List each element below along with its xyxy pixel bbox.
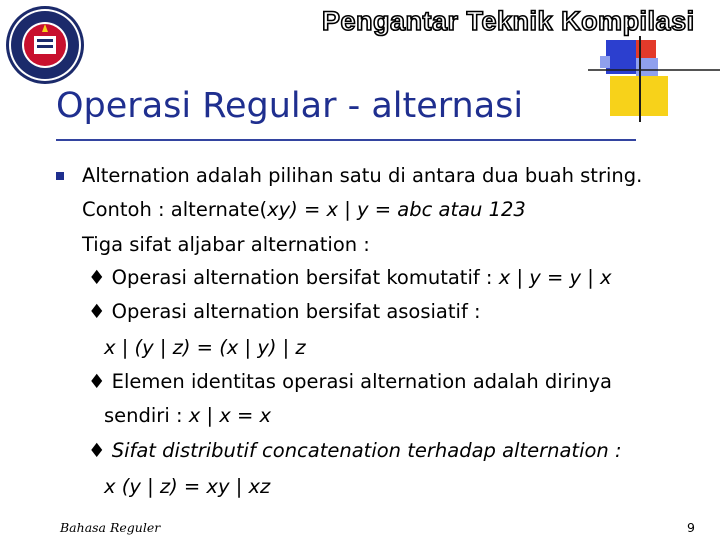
title-divider [56,139,636,141]
bullet-square-icon [56,172,64,180]
formula-commutative: x | y = y | x [498,266,612,289]
page-number: 9 [687,520,695,535]
formula-identity: x | x = x [188,404,272,427]
example-formula: xy) = x | y = abc atau 123 [267,198,526,221]
body-line-4 [88,266,612,290]
body-line-6 [104,336,306,360]
footer-label: Bahasa Reguler [60,520,161,535]
university-seal-icon [4,4,86,86]
body-line-8 [104,404,271,428]
example-label: Contoh : alternate( [82,198,268,221]
property-distributive: Sifat distributif concatenation terhadap alternation : [111,439,622,462]
university-logo [4,4,86,86]
identity-label: sendiri : [104,404,189,427]
slide-title: Operasi Regular - alternasi [56,86,524,126]
formula-associative: x | (y | z) = (x | y) | z [104,336,306,359]
body-line-3: Tiga sifat aljabar alternation : [82,233,370,256]
body-line-7: ♦ Elemen identitas operasi alternation adalah dirinya [88,370,613,393]
body-line-9 [88,439,622,463]
formula-distributive: x (y | z) = xy | xz [104,475,271,498]
property-commutative: ♦ Operasi alternation bersifat komutatif : [88,266,499,289]
course-title: Pengantar Teknik Kompilasi [322,6,695,36]
body-line-1: Alternation adalah pilihan satu di antara dua buah string. [82,164,643,187]
body-line-2 [82,198,526,222]
diamond-bullet: ♦ [88,439,112,462]
body-line-5: ♦ Operasi alternation bersifat asosiatif : [88,300,481,323]
body-line-10 [104,475,270,499]
decorative-squares [588,30,720,126]
